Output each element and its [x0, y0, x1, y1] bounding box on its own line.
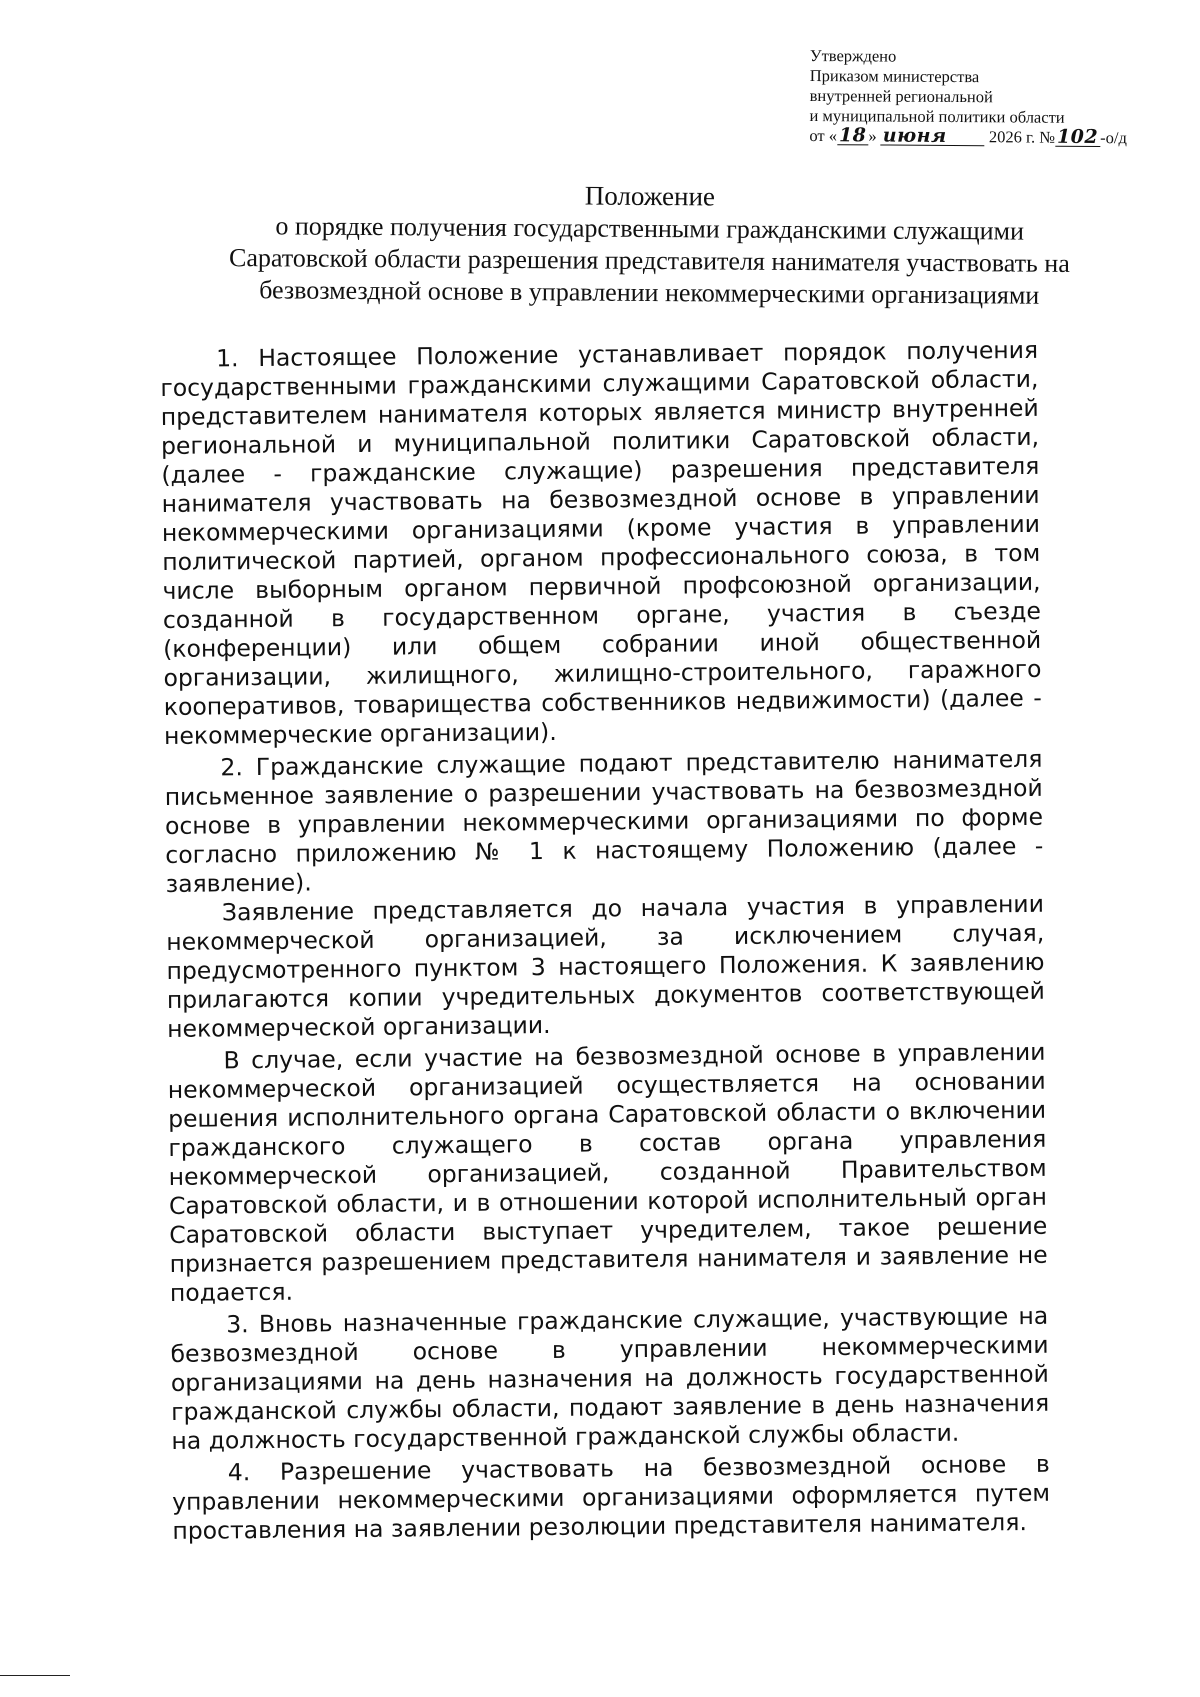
approval-line-policy: и муниципальной политики области: [809, 105, 1065, 127]
handwritten-month: июня: [881, 126, 985, 146]
document-body: [160, 336, 1051, 1546]
title-line-2: Саратовской области разрешения представителя нанимателя участвовать на: [228, 243, 1070, 278]
date-prefix: от «: [809, 125, 838, 146]
paragraph-1: 1. Настоящее Положение устанавливает порядок получения государственными гражданскими служащими Саратовской области, представителем нанимателя которых является министр внутренней региональной и муниципальной политики Саратовской области, (далее - гражданские служащие) разрешения представителя нанимателя участвовать на безвозмездной основе в управлении некоммерческими организациями (кроме участия в управлении политической партией, органом профессионального союза, в том числе выборным органом первичной профсоюзной организации, созданной в государственном органе, участия в съезде (конференции) или общем собрании иной общественной организации, жилищного, жилищно-строительного, гаражного кооперативов, товарищества собственников недвижимости) (далее - некоммерческие организации).: [160, 335, 1042, 750]
handwritten-day: 18: [838, 124, 867, 147]
approval-line-ministry: внутренней региональной: [809, 85, 993, 107]
approval-line-approved: Утверждено: [809, 46, 897, 66]
paragraph-3: Заявление представляется до начала участия в управлении некоммерческой организацией, за исключением случая, предусмотренного пунктом 3 настоящего Положения. К заявлению прилагаются копии учредительных документов соответствующей некоммерческой организации.: [166, 889, 1045, 1043]
approval-stamp-block: [809, 46, 1180, 149]
handwritten-order-number: 102: [1056, 125, 1099, 149]
approval-line-order: Приказом министерства: [809, 65, 980, 87]
title-line-3: безвозмездной основе в управлении некоммерческими организациями: [259, 275, 1040, 310]
date-mid: »: [868, 126, 877, 146]
paragraph-5: 3. Вновь назначенные гражданские служащие, участвующие на безвозмездной основе в управлении некоммерческими организациями на день назначения на должность государственной гражданской службы области, подают заявление в день назначения на должность государственной гражданской службы области.: [170, 1301, 1050, 1455]
title-line-1: о порядке получения государственными гражданскими служащими: [275, 211, 1025, 246]
document-title: [149, 177, 1150, 313]
paragraph-6: 4. Разрешение участвовать на безвозмездной основе в управлении некоммерческими организациями оформляется путем проставления на заявлении резолюции представителя нанимателя.: [171, 1449, 1051, 1545]
date-year: 2026 г. №: [988, 127, 1056, 147]
paragraph-2: 2. Гражданские служащие подают представителю нанимателя письменное заявление о разрешении участвовать на безвозмездной основе в управлении некоммерческими организациями по форме согласно приложению № 1 к настоящему Положению (далее - заявление).: [164, 744, 1044, 898]
footnote-rule: [0, 1675, 70, 1676]
order-suffix: -о/д: [1100, 128, 1127, 148]
approval-date-line: [809, 126, 1179, 149]
title-heading: Положение: [584, 180, 716, 212]
paragraph-4: В случае, если участие на безвозмездной основе в управлении некоммерческой организацией осуществляется на основании решения исполнительного органа Саратовской области о включении гражданского служащего в состав органа управления некоммерческой организацией, созданной Правительством Саратовской области, и в отношении которой исполнительный орган Саратовской области выступает учредителем, такое решение признается разрешением представителя нанимателя и заявление не подается.: [167, 1037, 1048, 1307]
